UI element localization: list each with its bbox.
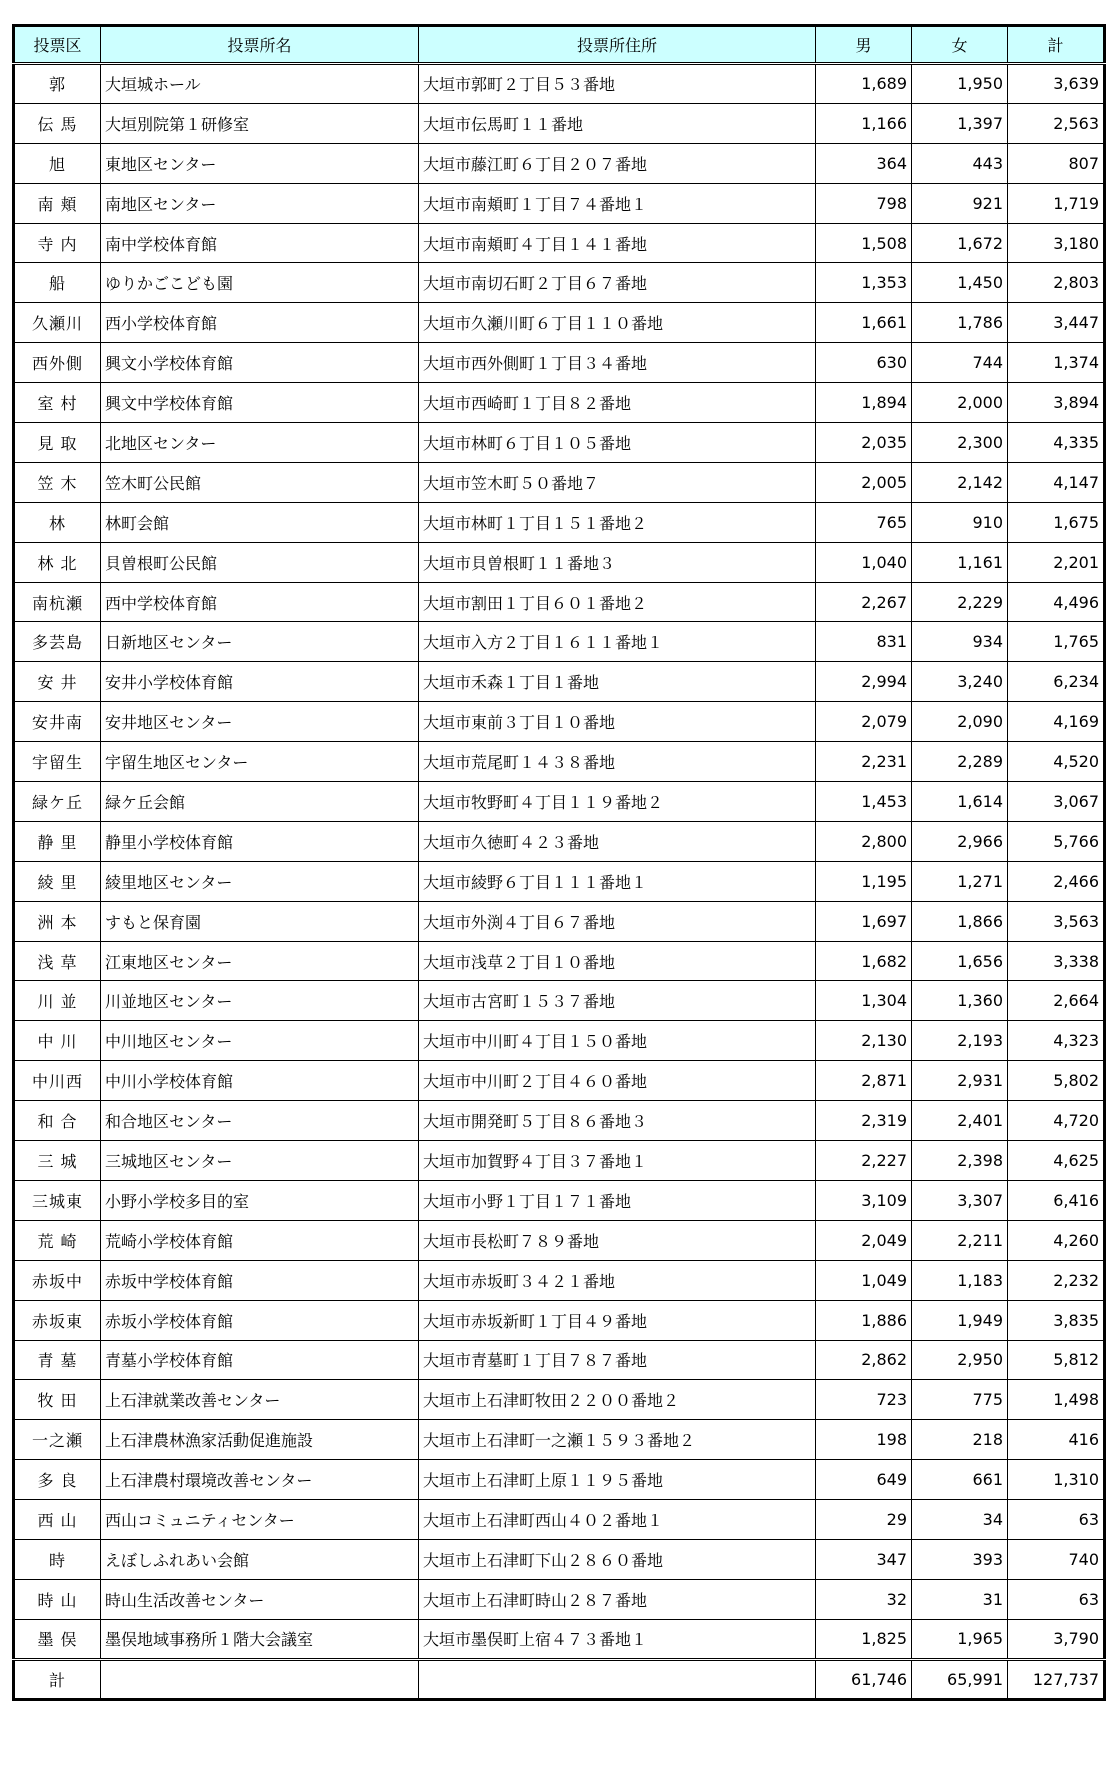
station-name-cell: 安井地区センター xyxy=(101,702,419,742)
district-cell: 時 xyxy=(14,1539,101,1579)
station-name-cell: 和合地区センター xyxy=(101,1101,419,1141)
table-row xyxy=(14,1500,1105,1540)
district-cell: 室 村 xyxy=(14,383,101,423)
station-name-cell: 上石津農林漁家活動促進施設 xyxy=(101,1420,419,1460)
total-count-cell: 1,374 xyxy=(1008,343,1105,383)
table-row xyxy=(14,143,1105,183)
station-address-cell: 大垣市長松町７８９番地 xyxy=(419,1220,816,1260)
district-cell: 三 城 xyxy=(14,1141,101,1181)
total-count-cell: 5,766 xyxy=(1008,821,1105,861)
district-cell: 浅 草 xyxy=(14,941,101,981)
station-address-cell: 大垣市古宮町１５３７番地 xyxy=(419,981,816,1021)
table-row xyxy=(14,64,1105,104)
male-count-cell: 1,166 xyxy=(816,103,912,143)
district-cell: 赤坂中 xyxy=(14,1260,101,1300)
female-count-cell: 1,950 xyxy=(912,64,1008,104)
male-count-cell: 2,871 xyxy=(816,1061,912,1101)
female-count-cell: 744 xyxy=(912,343,1008,383)
station-name-cell: 中川地区センター xyxy=(101,1021,419,1061)
district-cell: 久瀬川 xyxy=(14,303,101,343)
total-sum: 127,737 xyxy=(1008,1659,1105,1699)
female-count-cell: 1,614 xyxy=(912,782,1008,822)
station-address-cell: 大垣市墨俣町上宿４７３番地１ xyxy=(419,1619,816,1659)
station-name-cell: 小野小学校多目的室 xyxy=(101,1180,419,1220)
station-name-cell: 東地区センター xyxy=(101,143,419,183)
district-cell: 時 山 xyxy=(14,1579,101,1619)
polling-station-table xyxy=(12,24,1106,1701)
male-count-cell: 1,697 xyxy=(816,901,912,941)
table-row xyxy=(14,462,1105,502)
station-address-cell: 大垣市外渕４丁目６７番地 xyxy=(419,901,816,941)
male-count-cell: 29 xyxy=(816,1500,912,1540)
total-count-cell: 4,169 xyxy=(1008,702,1105,742)
total-count-cell: 4,147 xyxy=(1008,462,1105,502)
station-address-cell: 大垣市林町１丁目１５１番地２ xyxy=(419,502,816,542)
station-address-cell: 大垣市藤江町６丁目２０７番地 xyxy=(419,143,816,183)
station-name-cell: すもと保育園 xyxy=(101,901,419,941)
station-name-cell: えぼしふれあい会館 xyxy=(101,1539,419,1579)
station-address-cell: 大垣市荒尾町１４３８番地 xyxy=(419,742,816,782)
table-row xyxy=(14,423,1105,463)
station-address-cell: 大垣市久徳町４２３番地 xyxy=(419,821,816,861)
station-name-cell: 林町会館 xyxy=(101,502,419,542)
male-count-cell: 2,994 xyxy=(816,662,912,702)
female-count-cell: 2,000 xyxy=(912,383,1008,423)
district-cell: 安井南 xyxy=(14,702,101,742)
table-row xyxy=(14,941,1105,981)
total-count-cell: 2,664 xyxy=(1008,981,1105,1021)
station-address-cell: 大垣市伝馬町１１番地 xyxy=(419,103,816,143)
station-name-cell: 綾里地区センター xyxy=(101,861,419,901)
female-count-cell: 31 xyxy=(912,1579,1008,1619)
station-address-cell: 大垣市浅草２丁目１０番地 xyxy=(419,941,816,981)
female-count-cell: 1,360 xyxy=(912,981,1008,1021)
station-address-cell: 大垣市林町６丁目１０５番地 xyxy=(419,423,816,463)
station-address-cell: 大垣市南頬町４丁目１４１番地 xyxy=(419,223,816,263)
table-row xyxy=(14,1619,1105,1659)
male-count-cell: 831 xyxy=(816,622,912,662)
total-count-cell: 3,894 xyxy=(1008,383,1105,423)
district-cell: 静 里 xyxy=(14,821,101,861)
female-count-cell: 1,866 xyxy=(912,901,1008,941)
total-count-cell: 3,563 xyxy=(1008,901,1105,941)
district-cell: 多芸島 xyxy=(14,622,101,662)
district-cell: 中川西 xyxy=(14,1061,101,1101)
station-address-cell: 大垣市貝曽根町１１番地３ xyxy=(419,542,816,582)
station-name-cell: 静里小学校体育館 xyxy=(101,821,419,861)
table-row xyxy=(14,1061,1105,1101)
district-cell: 伝 馬 xyxy=(14,103,101,143)
male-count-cell: 1,508 xyxy=(816,223,912,263)
station-address-cell: 大垣市小野１丁目１７１番地 xyxy=(419,1180,816,1220)
male-count-cell: 364 xyxy=(816,143,912,183)
station-name-cell: 南地区センター xyxy=(101,183,419,223)
station-address-cell: 大垣市上石津町西山４０２番地１ xyxy=(419,1500,816,1540)
header-district: 投票区 xyxy=(14,26,101,64)
male-count-cell: 1,353 xyxy=(816,263,912,303)
station-address-cell: 大垣市上石津町上原１１９５番地 xyxy=(419,1460,816,1500)
female-count-cell: 921 xyxy=(912,183,1008,223)
table-row xyxy=(14,263,1105,303)
station-name-cell: 西山コミュニティセンター xyxy=(101,1500,419,1540)
table-row xyxy=(14,343,1105,383)
table-row xyxy=(14,1220,1105,1260)
female-count-cell: 1,397 xyxy=(912,103,1008,143)
station-address-cell: 大垣市上石津町時山２８７番地 xyxy=(419,1579,816,1619)
total-count-cell: 4,520 xyxy=(1008,742,1105,782)
male-count-cell: 1,682 xyxy=(816,941,912,981)
female-count-cell: 1,656 xyxy=(912,941,1008,981)
female-count-cell: 2,398 xyxy=(912,1141,1008,1181)
total-count-cell: 2,563 xyxy=(1008,103,1105,143)
total-count-cell: 4,625 xyxy=(1008,1141,1105,1181)
total-count-cell: 63 xyxy=(1008,1579,1105,1619)
table-row xyxy=(14,1260,1105,1300)
table-row xyxy=(14,1380,1105,1420)
female-count-cell: 2,193 xyxy=(912,1021,1008,1061)
district-cell: 洲 本 xyxy=(14,901,101,941)
male-count-cell: 798 xyxy=(816,183,912,223)
male-count-cell: 630 xyxy=(816,343,912,383)
district-cell: 中 川 xyxy=(14,1021,101,1061)
female-count-cell: 1,965 xyxy=(912,1619,1008,1659)
header-row xyxy=(14,26,1105,64)
header-total: 計 xyxy=(1008,26,1105,64)
station-name-cell: 宇留生地区センター xyxy=(101,742,419,782)
female-count-cell: 661 xyxy=(912,1460,1008,1500)
district-cell: 三城東 xyxy=(14,1180,101,1220)
total-count-cell: 3,639 xyxy=(1008,64,1105,104)
table-row xyxy=(14,782,1105,822)
district-cell: 赤坂東 xyxy=(14,1300,101,1340)
total-count-cell: 4,720 xyxy=(1008,1101,1105,1141)
total-count-cell: 4,323 xyxy=(1008,1021,1105,1061)
male-count-cell: 1,453 xyxy=(816,782,912,822)
female-count-cell: 2,229 xyxy=(912,582,1008,622)
total-count-cell: 3,835 xyxy=(1008,1300,1105,1340)
male-count-cell: 1,825 xyxy=(816,1619,912,1659)
female-count-cell: 2,401 xyxy=(912,1101,1008,1141)
station-name-cell: 緑ケ丘会館 xyxy=(101,782,419,822)
total-label: 計 xyxy=(14,1659,101,1699)
male-count-cell: 1,661 xyxy=(816,303,912,343)
total-count-cell: 2,201 xyxy=(1008,542,1105,582)
station-name-cell: 南中学校体育館 xyxy=(101,223,419,263)
male-count-cell: 1,049 xyxy=(816,1260,912,1300)
male-count-cell: 2,267 xyxy=(816,582,912,622)
male-count-cell: 2,049 xyxy=(816,1220,912,1260)
female-count-cell: 393 xyxy=(912,1539,1008,1579)
station-name-cell: 興文中学校体育館 xyxy=(101,383,419,423)
total-row xyxy=(14,1659,1105,1699)
district-cell: 宇留生 xyxy=(14,742,101,782)
table-row xyxy=(14,702,1105,742)
female-count-cell: 3,307 xyxy=(912,1180,1008,1220)
table-row xyxy=(14,1460,1105,1500)
station-address-cell: 大垣市禾森１丁目１番地 xyxy=(419,662,816,702)
total-male: 61,746 xyxy=(816,1659,912,1699)
table-row xyxy=(14,1300,1105,1340)
station-name-cell: 貝曽根町公民館 xyxy=(101,542,419,582)
station-address-cell: 大垣市笠木町５０番地７ xyxy=(419,462,816,502)
female-count-cell: 2,300 xyxy=(912,423,1008,463)
station-address-cell: 大垣市入方２丁目１６１１番地１ xyxy=(419,622,816,662)
total-count-cell: 1,719 xyxy=(1008,183,1105,223)
total-count-cell: 4,335 xyxy=(1008,423,1105,463)
total-count-cell: 416 xyxy=(1008,1420,1105,1460)
total-count-cell: 1,498 xyxy=(1008,1380,1105,1420)
female-count-cell: 2,142 xyxy=(912,462,1008,502)
male-count-cell: 1,894 xyxy=(816,383,912,423)
district-cell: 安 井 xyxy=(14,662,101,702)
total-count-cell: 2,803 xyxy=(1008,263,1105,303)
station-address-cell: 大垣市東前３丁目１０番地 xyxy=(419,702,816,742)
female-count-cell: 2,090 xyxy=(912,702,1008,742)
station-name-cell: 赤坂中学校体育館 xyxy=(101,1260,419,1300)
district-cell: 郭 xyxy=(14,64,101,104)
male-count-cell: 2,319 xyxy=(816,1101,912,1141)
table-row xyxy=(14,1579,1105,1619)
district-cell: 寺 内 xyxy=(14,223,101,263)
male-count-cell: 2,231 xyxy=(816,742,912,782)
female-count-cell: 1,786 xyxy=(912,303,1008,343)
table-row xyxy=(14,303,1105,343)
female-count-cell: 934 xyxy=(912,622,1008,662)
station-name-cell: 西中学校体育館 xyxy=(101,582,419,622)
total-count-cell: 6,416 xyxy=(1008,1180,1105,1220)
male-count-cell: 2,800 xyxy=(816,821,912,861)
female-count-cell: 2,211 xyxy=(912,1220,1008,1260)
station-name-cell: ゆりかごこども園 xyxy=(101,263,419,303)
district-cell: 見 取 xyxy=(14,423,101,463)
male-count-cell: 32 xyxy=(816,1579,912,1619)
male-count-cell: 1,195 xyxy=(816,861,912,901)
table-row xyxy=(14,981,1105,1021)
header-station-address: 投票所住所 xyxy=(419,26,816,64)
total-count-cell: 740 xyxy=(1008,1539,1105,1579)
district-cell: 墨 俣 xyxy=(14,1619,101,1659)
female-count-cell: 1,183 xyxy=(912,1260,1008,1300)
station-address-cell: 大垣市加賀野４丁目３７番地１ xyxy=(419,1141,816,1181)
district-cell: 一之瀬 xyxy=(14,1420,101,1460)
station-address-cell: 大垣市西外側町１丁目３４番地 xyxy=(419,343,816,383)
station-name-cell: 青墓小学校体育館 xyxy=(101,1340,419,1380)
female-count-cell: 1,161 xyxy=(912,542,1008,582)
station-address-cell: 大垣市牧野町４丁目１１９番地２ xyxy=(419,782,816,822)
table-row xyxy=(14,582,1105,622)
female-count-cell: 1,672 xyxy=(912,223,1008,263)
district-cell: 南杭瀬 xyxy=(14,582,101,622)
station-name-cell: 上石津就業改善センター xyxy=(101,1380,419,1420)
female-count-cell: 910 xyxy=(912,502,1008,542)
station-address-cell: 大垣市南切石町２丁目６７番地 xyxy=(419,263,816,303)
station-name-cell: 日新地区センター xyxy=(101,622,419,662)
station-name-cell: 荒崎小学校体育館 xyxy=(101,1220,419,1260)
table-row xyxy=(14,1340,1105,1380)
district-cell: 西 山 xyxy=(14,1500,101,1540)
female-count-cell: 1,949 xyxy=(912,1300,1008,1340)
total-female: 65,991 xyxy=(912,1659,1008,1699)
total-count-cell: 3,180 xyxy=(1008,223,1105,263)
station-name-cell: 笠木町公民館 xyxy=(101,462,419,502)
district-cell: 笠 木 xyxy=(14,462,101,502)
table-row xyxy=(14,383,1105,423)
district-cell: 緑ケ丘 xyxy=(14,782,101,822)
total-count-cell: 5,802 xyxy=(1008,1061,1105,1101)
total-address-blank xyxy=(419,1659,816,1699)
table-row xyxy=(14,542,1105,582)
female-count-cell: 3,240 xyxy=(912,662,1008,702)
district-cell: 旭 xyxy=(14,143,101,183)
total-count-cell: 3,790 xyxy=(1008,1619,1105,1659)
table-row xyxy=(14,1180,1105,1220)
district-cell: 和 合 xyxy=(14,1101,101,1141)
male-count-cell: 347 xyxy=(816,1539,912,1579)
station-name-cell: 大垣別院第１研修室 xyxy=(101,103,419,143)
district-cell: 林 北 xyxy=(14,542,101,582)
female-count-cell: 34 xyxy=(912,1500,1008,1540)
station-name-cell: 安井小学校体育館 xyxy=(101,662,419,702)
header-female: 女 xyxy=(912,26,1008,64)
total-count-cell: 4,496 xyxy=(1008,582,1105,622)
table-row xyxy=(14,1539,1105,1579)
station-name-cell: 興文小学校体育館 xyxy=(101,343,419,383)
station-name-cell: 西小学校体育館 xyxy=(101,303,419,343)
female-count-cell: 443 xyxy=(912,143,1008,183)
station-name-cell: 墨俣地域事務所１階大会議室 xyxy=(101,1619,419,1659)
station-address-cell: 大垣市南頬町１丁目７４番地１ xyxy=(419,183,816,223)
table-row xyxy=(14,662,1105,702)
table-row xyxy=(14,1420,1105,1460)
station-name-cell: 赤坂小学校体育館 xyxy=(101,1300,419,1340)
station-address-cell: 大垣市上石津町一之瀬１５９３番地２ xyxy=(419,1420,816,1460)
station-address-cell: 大垣市開発町５丁目８６番地３ xyxy=(419,1101,816,1141)
male-count-cell: 723 xyxy=(816,1380,912,1420)
female-count-cell: 2,950 xyxy=(912,1340,1008,1380)
total-count-cell: 3,338 xyxy=(1008,941,1105,981)
table-row xyxy=(14,1141,1105,1181)
total-count-cell: 63 xyxy=(1008,1500,1105,1540)
female-count-cell: 2,966 xyxy=(912,821,1008,861)
table-row xyxy=(14,742,1105,782)
total-count-cell: 807 xyxy=(1008,143,1105,183)
table-row xyxy=(14,1021,1105,1061)
female-count-cell: 2,931 xyxy=(912,1061,1008,1101)
station-address-cell: 大垣市綾野６丁目１１１番地１ xyxy=(419,861,816,901)
male-count-cell: 2,035 xyxy=(816,423,912,463)
total-count-cell: 3,067 xyxy=(1008,782,1105,822)
station-address-cell: 大垣市郭町２丁目５３番地 xyxy=(419,64,816,104)
male-count-cell: 1,304 xyxy=(816,981,912,1021)
district-cell: 荒 崎 xyxy=(14,1220,101,1260)
header-station-name: 投票所名 xyxy=(101,26,419,64)
total-count-cell: 6,234 xyxy=(1008,662,1105,702)
table-row xyxy=(14,821,1105,861)
female-count-cell: 2,289 xyxy=(912,742,1008,782)
female-count-cell: 218 xyxy=(912,1420,1008,1460)
district-cell: 林 xyxy=(14,502,101,542)
male-count-cell: 2,227 xyxy=(816,1141,912,1181)
district-cell: 綾 里 xyxy=(14,861,101,901)
total-count-cell: 2,232 xyxy=(1008,1260,1105,1300)
station-address-cell: 大垣市上石津町下山２８６０番地 xyxy=(419,1539,816,1579)
table-body xyxy=(14,64,1105,1660)
total-count-cell: 4,260 xyxy=(1008,1220,1105,1260)
total-count-cell: 1,675 xyxy=(1008,502,1105,542)
station-name-cell: 北地区センター xyxy=(101,423,419,463)
male-count-cell: 649 xyxy=(816,1460,912,1500)
station-address-cell: 大垣市上石津町牧田２２００番地２ xyxy=(419,1380,816,1420)
male-count-cell: 1,886 xyxy=(816,1300,912,1340)
male-count-cell: 1,040 xyxy=(816,542,912,582)
station-name-cell: 川並地区センター xyxy=(101,981,419,1021)
station-address-cell: 大垣市西崎町１丁目８２番地 xyxy=(419,383,816,423)
district-cell: 青 墓 xyxy=(14,1340,101,1380)
station-address-cell: 大垣市中川町４丁目１５０番地 xyxy=(419,1021,816,1061)
station-name-cell: 三城地区センター xyxy=(101,1141,419,1181)
male-count-cell: 1,689 xyxy=(816,64,912,104)
header-male: 男 xyxy=(816,26,912,64)
station-address-cell: 大垣市青墓町１丁目７８７番地 xyxy=(419,1340,816,1380)
station-name-cell: 大垣城ホール xyxy=(101,64,419,104)
table-row xyxy=(14,502,1105,542)
table-row xyxy=(14,103,1105,143)
station-address-cell: 大垣市赤坂町３４２１番地 xyxy=(419,1260,816,1300)
total-count-cell: 1,765 xyxy=(1008,622,1105,662)
male-count-cell: 2,079 xyxy=(816,702,912,742)
male-count-cell: 2,130 xyxy=(816,1021,912,1061)
male-count-cell: 765 xyxy=(816,502,912,542)
male-count-cell: 2,005 xyxy=(816,462,912,502)
station-address-cell: 大垣市割田１丁目６０１番地２ xyxy=(419,582,816,622)
female-count-cell: 1,271 xyxy=(912,861,1008,901)
table-row xyxy=(14,901,1105,941)
table-row xyxy=(14,1101,1105,1141)
district-cell: 船 xyxy=(14,263,101,303)
total-count-cell: 1,310 xyxy=(1008,1460,1105,1500)
station-name-cell: 時山生活改善センター xyxy=(101,1579,419,1619)
station-address-cell: 大垣市中川町２丁目４６０番地 xyxy=(419,1061,816,1101)
station-name-cell: 江東地区センター xyxy=(101,941,419,981)
total-count-cell: 3,447 xyxy=(1008,303,1105,343)
total-count-cell: 2,466 xyxy=(1008,861,1105,901)
male-count-cell: 3,109 xyxy=(816,1180,912,1220)
station-address-cell: 大垣市久瀬川町６丁目１１０番地 xyxy=(419,303,816,343)
male-count-cell: 2,862 xyxy=(816,1340,912,1380)
district-cell: 西外側 xyxy=(14,343,101,383)
total-count-cell: 5,812 xyxy=(1008,1340,1105,1380)
district-cell: 川 並 xyxy=(14,981,101,1021)
table-row xyxy=(14,622,1105,662)
district-cell: 多 良 xyxy=(14,1460,101,1500)
district-cell: 牧 田 xyxy=(14,1380,101,1420)
station-address-cell: 大垣市赤坂新町１丁目４９番地 xyxy=(419,1300,816,1340)
station-name-cell: 上石津農村環境改善センター xyxy=(101,1460,419,1500)
table-row xyxy=(14,183,1105,223)
male-count-cell: 198 xyxy=(816,1420,912,1460)
total-name-blank xyxy=(101,1659,419,1699)
female-count-cell: 775 xyxy=(912,1380,1008,1420)
female-count-cell: 1,450 xyxy=(912,263,1008,303)
station-name-cell: 中川小学校体育館 xyxy=(101,1061,419,1101)
district-cell: 南 頬 xyxy=(14,183,101,223)
table-row xyxy=(14,861,1105,901)
table-row xyxy=(14,223,1105,263)
table-header xyxy=(14,26,1105,64)
